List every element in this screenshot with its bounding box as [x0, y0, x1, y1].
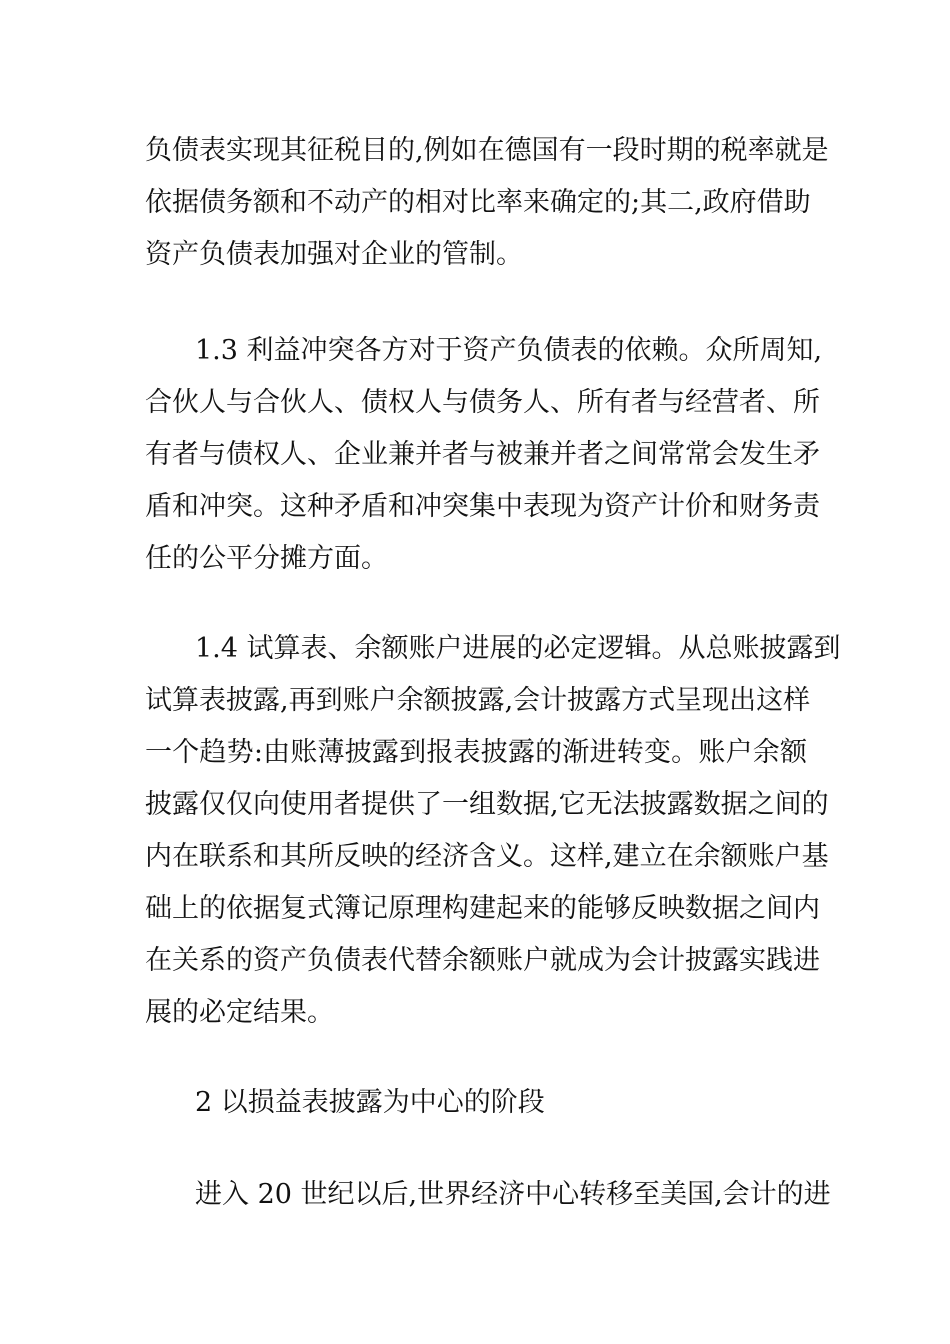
paragraph-3-line-2: 试算表披露,再到账户余额披露,会计披露方式呈现出这样 — [145, 685, 811, 716]
paragraph-2-line-4: 盾和冲突。这种矛盾和冲突集中表现为资产计价和财务责 — [145, 491, 820, 522]
paragraph-2-line-3: 有者与债权人、企业兼并者与被兼并者之间常常会发生矛 — [145, 439, 820, 470]
paragraph-1-line-3: 资产负债表加强对企业的管制。 — [145, 239, 523, 270]
section-heading: 2 以损益表披露为中心的阶段 — [195, 1087, 545, 1118]
paragraph-3-line-6: 础上的依据复式簿记原理构建起来的能够反映数据之间内 — [145, 893, 820, 924]
paragraph-3-line-4: 披露仅仅向使用者提供了一组数据,它无法披露数据之间的 — [145, 789, 829, 820]
paragraph-2-line-2: 合伙人与合伙人、债权人与债务人、所有者与经营者、所 — [145, 387, 820, 418]
paragraph-5-line-1: 进入 20 世纪以后,世界经济中心转移至美国,会计的进 — [195, 1179, 831, 1210]
paragraph-3-line-7: 在关系的资产负债表代替余额账户就成为会计披露实践进 — [145, 945, 820, 976]
paragraph-1-line-2: 依据债务额和不动产的相对比率来确定的;其二,政府借助 — [145, 187, 811, 218]
paragraph-3-line-5: 内在联系和其所反映的经济含义。这样,建立在余额账户基 — [145, 841, 829, 872]
paragraph-3-line-8: 展的必定结果。 — [145, 997, 334, 1028]
paragraph-2-line-5: 任的公平分摊方面。 — [145, 543, 388, 574]
paragraph-3-line-1: 1.4 试算表、余额账户进展的必定逻辑。从总账披露到 — [195, 633, 841, 664]
paragraph-1-line-1: 负债表实现其征税目的,例如在德国有一段时期的税率就是 — [145, 135, 829, 166]
paragraph-2-line-1: 1.3 利益冲突各方对于资产负债表的依赖。众所周知, — [195, 335, 823, 366]
paragraph-3-line-3: 一个趋势:由账薄披露到报表披露的渐进转变。账户余额 — [145, 737, 807, 768]
